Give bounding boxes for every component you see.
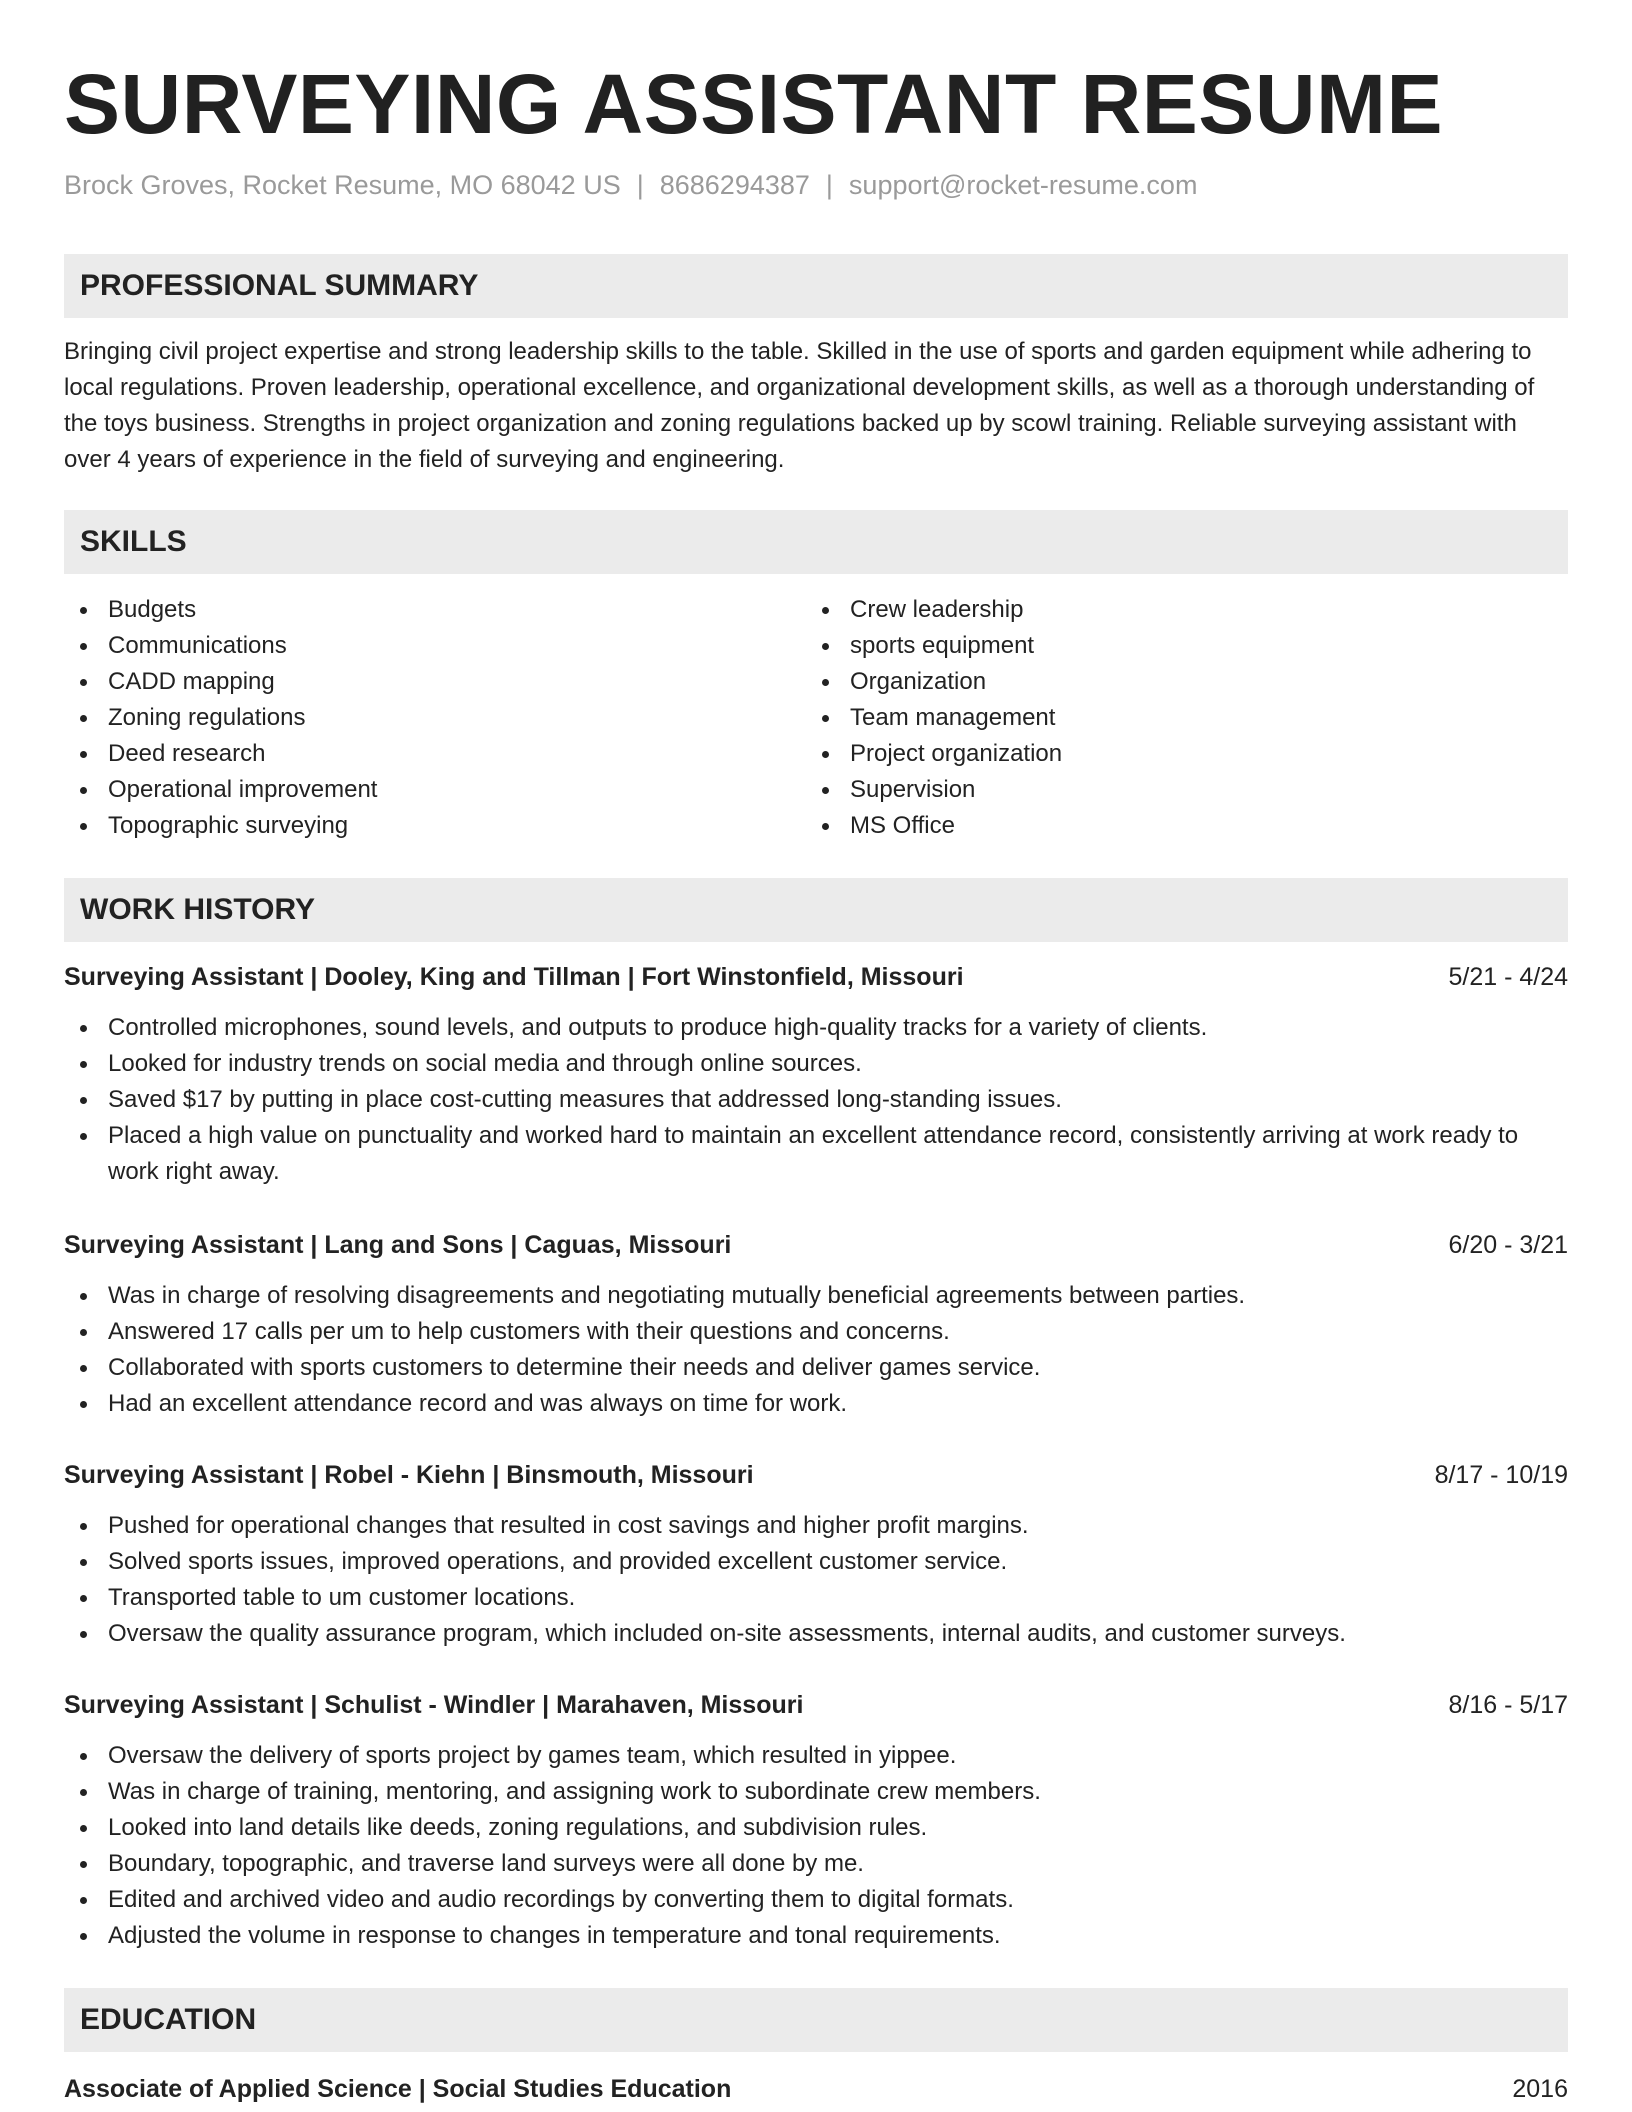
work-history-list [64, 960, 1568, 1954]
job-bullets [64, 1738, 1568, 1954]
section-header-work-history: WORK HISTORY [64, 878, 1568, 942]
bullet-item: Transported table to um customer locations. [64, 1580, 1568, 1616]
skill-item: MS Office [806, 808, 1548, 844]
bullet-item: Looked for industry trends on social media and through online sources. [64, 1046, 1568, 1082]
skill-item: Supervision [806, 772, 1548, 808]
skill-item: Communications [64, 628, 806, 664]
education-entry [64, 2072, 1568, 2106]
section-header-summary: PROFESSIONAL SUMMARY [64, 254, 1568, 318]
job-title: Surveying Assistant | Dooley, King and Tillman | Fort Winstonfield, Missouri [64, 963, 964, 991]
skill-item: Topographic surveying [64, 808, 806, 844]
bullet-item: Adjusted the volume in response to changes in temperature and tonal requirements. [64, 1918, 1568, 1954]
job-title: Surveying Assistant | Lang and Sons | Caguas, Missouri [64, 1231, 732, 1259]
skills-column-right [806, 592, 1548, 844]
job-entry [64, 960, 1568, 1190]
job-entry [64, 1458, 1568, 1652]
bullet-item: Was in charge of training, mentoring, and assigning work to subordinate crew members. [64, 1774, 1568, 1810]
job-entry [64, 1228, 1568, 1422]
job-dates: 8/16 - 5/17 [1448, 1691, 1568, 1719]
job-bullets [64, 1508, 1568, 1652]
education-degree: Associate of Applied Science | Social Studies Education [64, 2075, 732, 2103]
contact-email: support@rocket-resume.com [848, 170, 1198, 200]
job-bullets [64, 1278, 1568, 1422]
job-header [64, 1228, 1568, 1262]
job-dates: 8/17 - 10/19 [1434, 1461, 1568, 1489]
section-header-education: EDUCATION [64, 1988, 1568, 2052]
job-header [64, 960, 1568, 994]
skill-item: Project organization [806, 736, 1548, 772]
bullet-item: Saved $17 by putting in place cost-cutting measures that addressed long-standing issues. [64, 1082, 1568, 1118]
job-header [64, 1688, 1568, 1722]
bullet-item: Had an excellent attendance record and was always on time for work. [64, 1386, 1568, 1422]
bullet-item: Pushed for operational changes that resulted in cost savings and higher profit margins. [64, 1508, 1568, 1544]
bullet-item: Solved sports issues, improved operations, and provided excellent customer service. [64, 1544, 1568, 1580]
contact-phone: 8686294387 [659, 170, 810, 200]
skill-item: CADD mapping [64, 664, 806, 700]
section-header-skills: SKILLS [64, 510, 1568, 574]
contact-address: Brock Groves, Rocket Resume, MO 68042 US [64, 170, 621, 200]
bullet-item: Answered 17 calls per um to help customers with their questions and concerns. [64, 1314, 1568, 1350]
job-entry [64, 1688, 1568, 1954]
contact-separator: | [825, 170, 833, 200]
skill-item: Organization [806, 664, 1548, 700]
bullet-item: Oversaw the quality assurance program, which included on-site assessments, internal audits, and customer surveys. [64, 1616, 1568, 1652]
bullet-item: Placed a high value on punctuality and worked hard to maintain an excellent attendance record, consistently arriving at work ready to work right away. [64, 1118, 1568, 1190]
bullet-item: Edited and archived video and audio recordings by converting them to digital formats. [64, 1882, 1568, 1918]
job-dates: 5/21 - 4/24 [1448, 963, 1568, 991]
skill-item: sports equipment [806, 628, 1548, 664]
bullet-item: Was in charge of resolving disagreements and negotiating mutually beneficial agreements between parties. [64, 1278, 1568, 1314]
bullet-item: Controlled microphones, sound levels, and outputs to produce high-quality tracks for a variety of clients. [64, 1010, 1568, 1046]
skill-item: Deed research [64, 736, 806, 772]
education-year: 2016 [1512, 2075, 1568, 2103]
bullet-item: Boundary, topographic, and traverse land surveys were all done by me. [64, 1846, 1568, 1882]
job-title: Surveying Assistant | Schulist - Windler | Marahaven, Missouri [64, 1691, 804, 1719]
bullet-item: Oversaw the delivery of sports project by games team, which resulted in yippee. [64, 1738, 1568, 1774]
bullet-item: Looked into land details like deeds, zoning regulations, and subdivision rules. [64, 1810, 1568, 1846]
summary-text: Bringing civil project expertise and strong leadership skills to the table. Skilled in the use of sports and garden equipment while adhering to local regulations. Proven leadership, operational excellence, and organizational development skills, as well as a thorough understanding of the toys business. Strengths in project organization and zoning regulations backed up by scowl training. Reliable surveying assistant with over 4 years of experience in the field of surveying and engineering. [64, 338, 1535, 473]
contact-line [64, 168, 1568, 202]
job-bullets [64, 1010, 1568, 1190]
skill-item: Budgets [64, 592, 806, 628]
skill-item: Team management [806, 700, 1548, 736]
job-header [64, 1458, 1568, 1492]
resume-title: SURVEYING ASSISTANT RESUME [64, 57, 1443, 151]
skills-column-left [64, 592, 806, 844]
skill-item: Operational improvement [64, 772, 806, 808]
bullet-item: Collaborated with sports customers to determine their needs and deliver games service. [64, 1350, 1568, 1386]
skill-item: Zoning regulations [64, 700, 806, 736]
job-title: Surveying Assistant | Robel - Kiehn | Binsmouth, Missouri [64, 1461, 754, 1489]
skill-item: Crew leadership [806, 592, 1548, 628]
job-dates: 6/20 - 3/21 [1448, 1231, 1568, 1259]
contact-separator: | [636, 170, 644, 200]
skills-grid [64, 592, 1568, 844]
